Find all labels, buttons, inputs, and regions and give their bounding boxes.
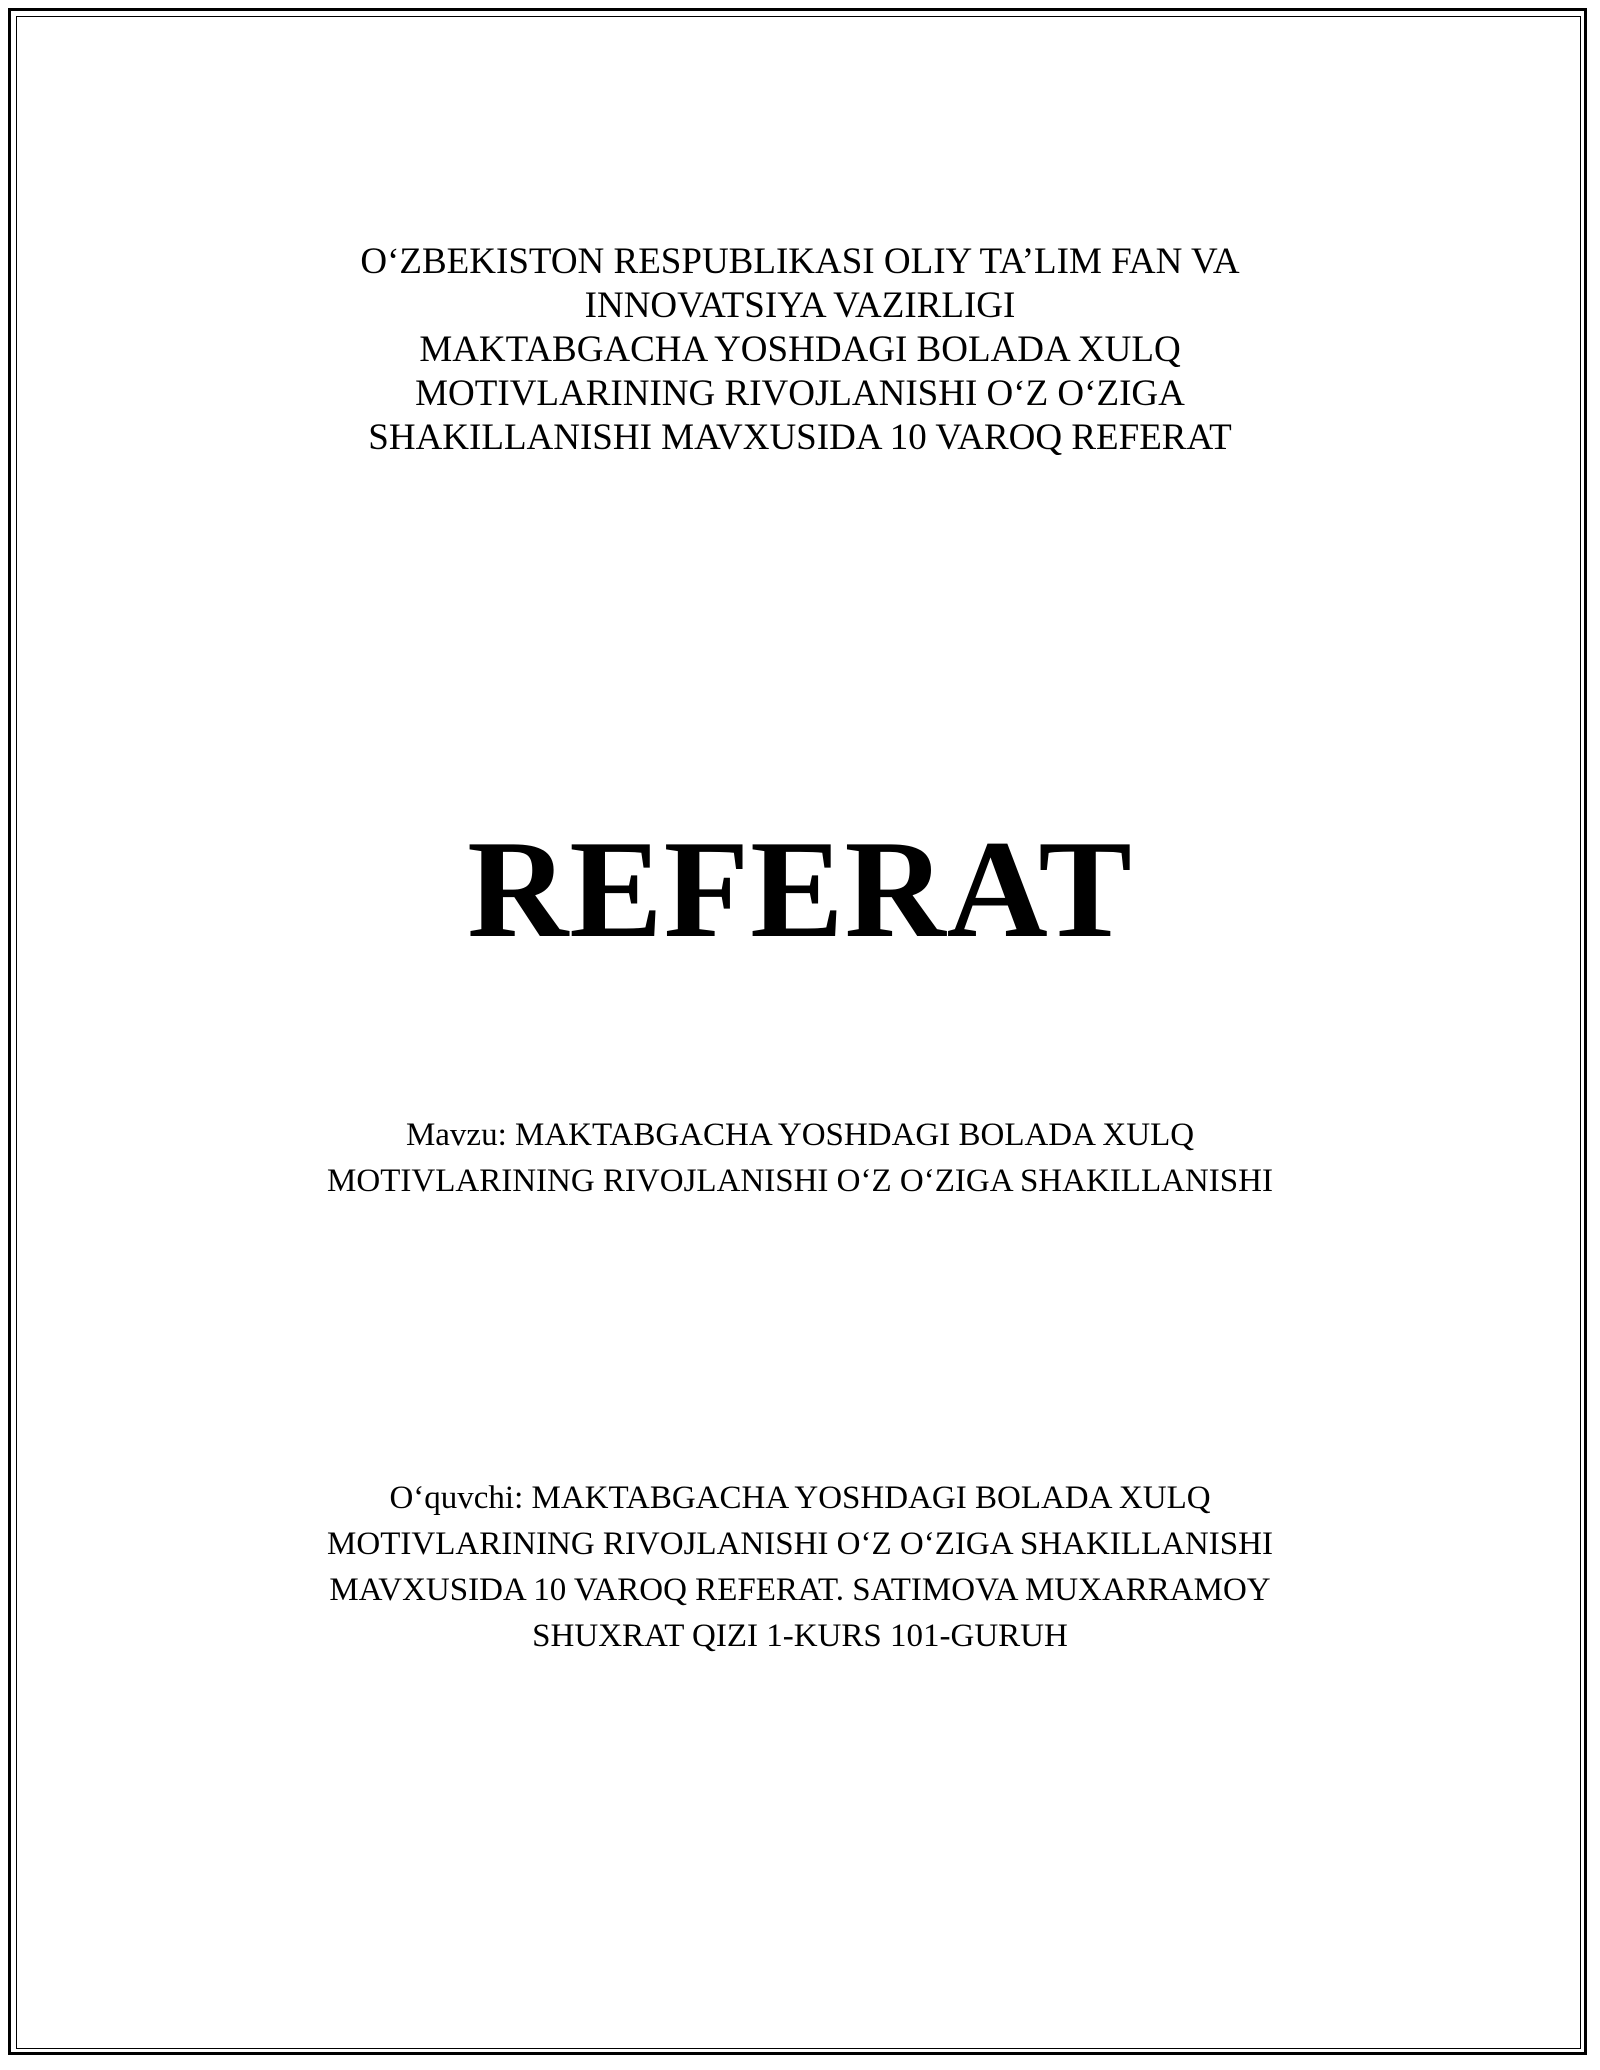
topic-line: MOTIVLARINING RIVOJLANISHI O‘Z O‘ZIGA SHAKILLANISHI [327, 1163, 1273, 1199]
document-title: REFERAT [467, 812, 1133, 967]
header-line: INNOVATSIYA VAZIRLIGI [584, 285, 1016, 326]
student-section [0, 1475, 1600, 1659]
topic-line: Mavzu: MAKTABGACHA YOSHDAGI BOLADA XULQ [405, 1117, 1195, 1153]
header-line: MOTIVLARINING RIVOJLANISHI O‘Z O‘ZIGA [415, 373, 1185, 414]
header-line: SHAKILLANISHI MAVXUSIDA 10 VAROQ REFERAT [368, 417, 1232, 458]
student-line: SHUXRAT QIZI 1-KURS 101-GURUH [532, 1618, 1068, 1654]
ministry-header [0, 240, 1600, 460]
header-line: O‘ZBEKISTON RESPUBLIKASI OLIY TA’LIM FAN VA [360, 241, 1240, 282]
student-line: O‘quvchi: MAKTABGACHA YOSHDAGI BOLADA XULQ [389, 1480, 1211, 1516]
student-line: MOTIVLARINING RIVOJLANISHI O‘Z O‘ZIGA SHAKILLANISHI [327, 1526, 1273, 1562]
topic-section [0, 1112, 1600, 1204]
header-line: MAKTABGACHA YOSHDAGI BOLADA XULQ [419, 329, 1181, 370]
student-line: MAVXUSIDA 10 VAROQ REFERAT. SATIMOVA MUXARRAMOY [329, 1572, 1271, 1608]
